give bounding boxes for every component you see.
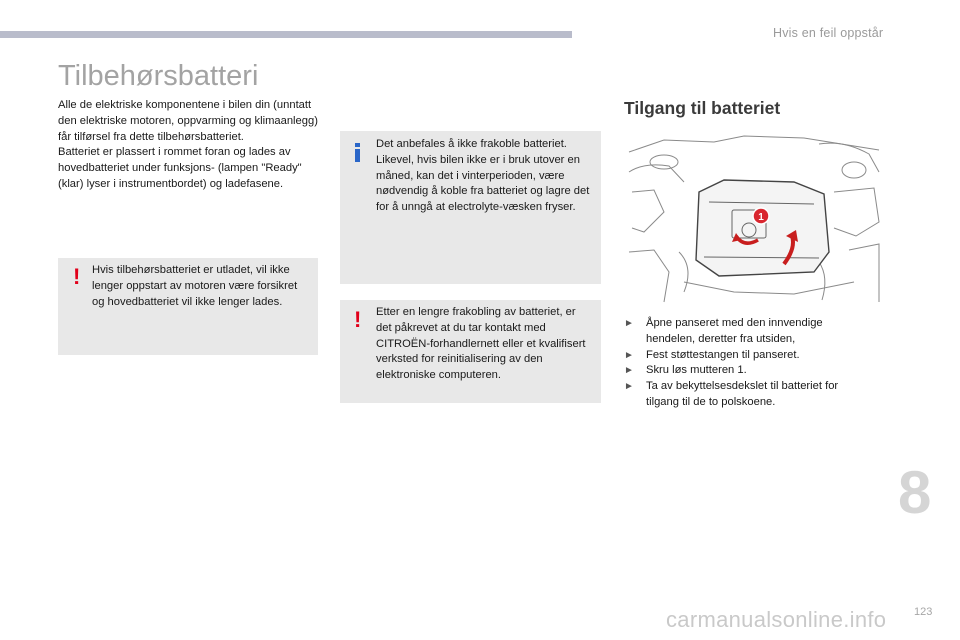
info-note-disconnect [340, 131, 601, 284]
warning-exclamation-icon: ! [354, 307, 362, 332]
warning-note-reinitialisation [340, 300, 601, 403]
info-icon [355, 143, 360, 162]
chapter-number: 8 [898, 459, 932, 526]
access-section-title: Tilgang til batteriet [624, 98, 781, 118]
intro-paragraph: Alle de elektriske komponentene i bilen din (unntatt den elektriske motoren, oppvarming og klimaanlegg) får tilførsel fra dette tilbehørsbatteriet. Batteriet er plassert i rommet foran og lades av hovedbatteriet under funksjons- (lampen "Ready" (klar) lyser i instrumentbordet) og ladefasene. [58, 99, 318, 190]
callout-badge-label: 1 [758, 212, 764, 223]
step-marker-icon: ► [624, 365, 634, 377]
access-steps-list [624, 316, 874, 411]
list-item: ► Skru løs mutteren 1. [624, 363, 874, 379]
warning-note-text: Etter en lengre frakobling av batteriet, er det påkrevet at du tar kontakt med CITROËN-forhandlernett eller et kvalifisert verksted for reinitialisering av den elektroniske computeren. [376, 306, 586, 382]
step-marker-icon: ► [624, 381, 634, 393]
warning-exclamation-icon: ! [73, 264, 81, 289]
list-item: ► Fest støttestangen til panseret. [624, 348, 874, 364]
info-note-text: Det anbefales å ikke frakoble batteriet. Likevel, hvis bilen ikke er i bruk utover en måned, kan det i vinterperioden, være nødvendig å koble fra batteriet og lagre det for å unngå at electrolyte-væsken fryser. [376, 138, 590, 214]
watermark: carmanualsonline.info [666, 607, 887, 632]
step-marker-icon: ► [624, 349, 634, 361]
battery-compartment-illustration [624, 132, 884, 306]
list-item: ► Åpne panseret med den innvendige hendelen, deretter fra utsiden, [624, 317, 823, 345]
header-accent-bar [0, 31, 572, 38]
warning-note-text: Hvis tilbehørsbatteriet er utladet, vil ikke lenger oppstart av motoren være forsikret og hovedbatteriet vil ikke lenger lades. [92, 264, 298, 308]
page-number: 123 [914, 606, 933, 618]
warning-note-battery-discharged [58, 258, 318, 355]
step-marker-icon: ► [624, 318, 634, 329]
list-item: ► Ta av bekyttelsesdekslet til batteriet for tilgang til de to polskoene. [624, 380, 839, 408]
section-header: Hvis en feil oppstår [773, 26, 884, 40]
page-title: Tilbehørsbatteri [58, 60, 259, 92]
